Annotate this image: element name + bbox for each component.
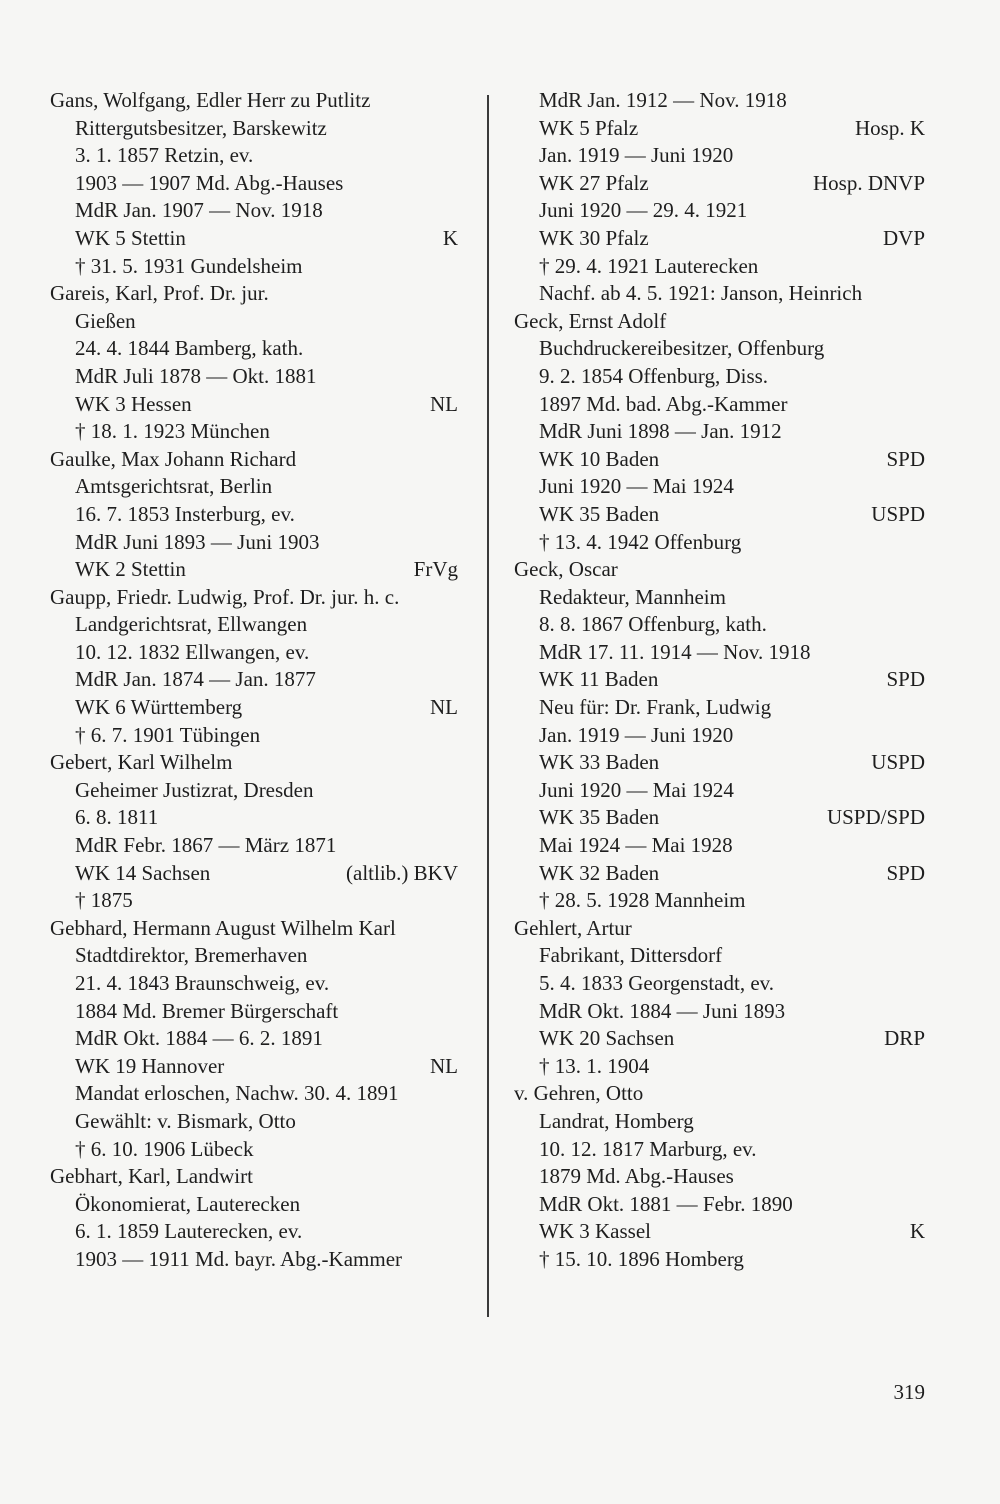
entry-name: [514, 915, 925, 943]
entry-line: [50, 1025, 458, 1053]
entry-line: [50, 694, 458, 722]
entry-line: [50, 170, 458, 198]
entry-line-text: Mandat erloschen, Nachw. 30. 4. 1891: [75, 1081, 399, 1106]
entry-line: [514, 584, 925, 612]
party-label: NL: [430, 391, 458, 416]
entry-name: [50, 915, 458, 943]
entry-line-text: 10. 12. 1832 Ellwangen, ev.: [75, 639, 310, 664]
entry-name-text: Gaupp, Friedr. Ludwig, Prof. Dr. jur. h. c.: [50, 584, 400, 609]
biography-entry: [50, 1163, 458, 1273]
entry-line: [50, 363, 458, 391]
entry-line-text: WK 14 Sachsen: [75, 860, 211, 885]
entry-line-text: WK 11 Baden: [539, 667, 659, 692]
entry-line: [50, 970, 458, 998]
entry-line-text: Geheimer Justizrat, Dresden: [75, 777, 314, 802]
entry-line: [50, 887, 458, 915]
entry-line-text: WK 5 Pfalz: [539, 115, 639, 140]
entry-line-text: 8. 8. 1867 Offenburg, kath.: [539, 612, 767, 637]
entry-line: [50, 529, 458, 557]
entry-line-text: WK 3 Hessen: [75, 391, 192, 416]
entry-line-text: MdR Jan. 1907 — Nov. 1918: [75, 198, 323, 223]
entry-name: [50, 87, 458, 115]
party-label: (altlib.) BKV: [346, 860, 458, 885]
entry-line: [514, 280, 925, 308]
entry-line: [50, 556, 458, 584]
entry-line-text: 1879 Md. Abg.-Hauses: [539, 1164, 734, 1189]
entry-line: [514, 1218, 925, 1246]
entry-name-text: Gareis, Karl, Prof. Dr. jur.: [50, 281, 269, 306]
biography-entry: [50, 87, 458, 280]
entry-line-text: Juni 1920 — Mai 1924: [539, 777, 734, 802]
entry-line: [50, 611, 458, 639]
entry-line-text: Landgerichtsrat, Ellwangen: [75, 612, 308, 637]
entry-line-text: MdR 17. 11. 1914 — Nov. 1918: [539, 639, 811, 664]
entry-line: [50, 142, 458, 170]
entry-line: [514, 1191, 925, 1219]
biography-entry: [514, 1080, 925, 1273]
biography-entry: [514, 915, 925, 1081]
entry-name-text: Gaulke, Max Johann Richard: [50, 446, 297, 471]
entry-line: [50, 115, 458, 143]
entry-line: [514, 887, 925, 915]
entry-line: [50, 1191, 458, 1219]
left-column: [50, 87, 458, 1274]
entry-line-text: Buchdruckereibesitzer, Offenburg: [539, 336, 825, 361]
page-number: 319: [893, 1380, 925, 1404]
entry-line: [50, 666, 458, 694]
entry-line-text: WK 2 Stettin: [75, 557, 186, 582]
entry-line: [514, 722, 925, 750]
entry-line: [50, 197, 458, 225]
entry-line-text: WK 30 Pfalz: [539, 225, 649, 250]
entry-line-text: Mai 1924 — Mai 1928: [539, 833, 733, 858]
entry-line: [50, 777, 458, 805]
entry-line: [514, 473, 925, 501]
biography-entry: [50, 446, 458, 584]
entry-name-text: Gans, Wolfgang, Edler Herr zu Putlitz: [50, 88, 371, 112]
entry-line-text: Juni 1920 — Mai 1924: [539, 474, 734, 499]
entry-line: [514, 666, 925, 694]
entry-line: [514, 611, 925, 639]
entry-line-text: Rittergutsbesitzer, Barskewitz: [75, 115, 327, 140]
entry-line: [514, 501, 925, 529]
entry-line-text: † 6. 10. 1906 Lübeck: [75, 1136, 254, 1161]
entry-line: [514, 391, 925, 419]
right-column: [514, 87, 925, 1274]
entry-line-text: MdR Febr. 1867 — März 1871: [75, 833, 337, 858]
entry-line: [514, 446, 925, 474]
entry-line: [514, 142, 925, 170]
entry-name-text: Gebhart, Karl, Landwirt: [50, 1164, 253, 1189]
entry-line-text: Ökonomierat, Lauterecken: [75, 1191, 301, 1216]
entry-line-text: † 31. 5. 1931 Gundelsheim: [75, 253, 303, 278]
entry-line-text: MdR Okt. 1884 — 6. 2. 1891: [75, 1026, 323, 1051]
entry-line-text: 24. 4. 1844 Bamberg, kath.: [75, 336, 304, 361]
entry-line: [50, 418, 458, 446]
column-divider: [487, 95, 489, 1317]
entry-line-text: † 13. 1. 1904: [539, 1053, 650, 1078]
entry-line: [50, 1108, 458, 1136]
entry-name: [50, 446, 458, 474]
biography-entry: [514, 87, 925, 308]
party-label: NL: [430, 1053, 458, 1078]
entry-line: [514, 87, 925, 115]
entry-line-text: Landrat, Homberg: [539, 1108, 694, 1133]
entry-line: [514, 170, 925, 198]
biography-entry: [50, 915, 458, 1163]
entry-line-text: Nachf. ab 4. 5. 1921: Janson, Heinrich: [539, 281, 863, 306]
party-label: DRP: [884, 1026, 925, 1051]
entry-line: [50, 501, 458, 529]
entry-name-text: Gehlert, Artur: [514, 915, 632, 940]
entry-line-text: Stadtdirektor, Bremerhaven: [75, 943, 308, 968]
entry-line: [514, 749, 925, 777]
entry-line-text: 1903 — 1911 Md. bayr. Abg.-Kammer: [75, 1246, 403, 1271]
entry-line: [50, 804, 458, 832]
entry-line-text: WK 3 Kassel: [539, 1219, 651, 1244]
entry-line: [514, 1025, 925, 1053]
entry-line: [50, 1136, 458, 1164]
entry-line-text: Redakteur, Mannheim: [539, 584, 726, 609]
entry-line-text: WK 20 Sachsen: [539, 1026, 675, 1051]
entry-name: [514, 1080, 925, 1108]
entry-line-text: † 15. 10. 1896 Homberg: [539, 1246, 744, 1271]
entry-line: [50, 1080, 458, 1108]
entry-line: [50, 225, 458, 253]
entry-line: [50, 473, 458, 501]
entry-line-text: 21. 4. 1843 Braunschweig, ev.: [75, 971, 330, 995]
entry-line-text: 6. 1. 1859 Lauterecken, ev.: [75, 1219, 303, 1244]
entry-name: [50, 1163, 458, 1191]
entry-line-text: 1884 Md. Bremer Bürgerschaft: [75, 998, 339, 1023]
entry-line-text: WK 32 Baden: [539, 860, 660, 885]
entry-line: [50, 253, 458, 281]
entry-line: [514, 1136, 925, 1164]
entry-line: [50, 832, 458, 860]
entry-line-text: MdR Jan. 1912 — Nov. 1918: [539, 88, 787, 112]
entry-line: [50, 335, 458, 363]
entry-line: [514, 197, 925, 225]
entry-line: [50, 942, 458, 970]
entry-line: [514, 998, 925, 1026]
party-label: K: [442, 225, 458, 250]
party-label: NL: [430, 695, 458, 720]
entry-line-text: MdR Juli 1878 — Okt. 1881: [75, 363, 317, 388]
entry-line-text: 1897 Md. bad. Abg.-Kammer: [539, 391, 788, 416]
entry-line-text: † 28. 5. 1928 Mannheim: [539, 888, 746, 913]
entry-line: [514, 253, 925, 281]
entry-line-text: WK 35 Baden: [539, 805, 660, 830]
entry-name: [50, 584, 458, 612]
entry-line-text: MdR Okt. 1884 — Juni 1893: [539, 998, 786, 1023]
biography-entry: [50, 280, 458, 446]
entry-line-text: Amtsgerichtsrat, Berlin: [75, 474, 273, 499]
entry-line: [50, 1246, 458, 1274]
entry-name: [50, 749, 458, 777]
entry-line-text: WK 5 Stettin: [75, 225, 186, 250]
biography-entry: [514, 308, 925, 556]
entry-line: [514, 335, 925, 363]
biography-entry: [50, 584, 458, 750]
party-label: USPD: [871, 501, 925, 526]
entry-line-text: 3. 1. 1857 Retzin, ev.: [75, 143, 254, 168]
entry-line-text: WK 27 Pfalz: [539, 170, 649, 195]
entry-line-text: † 13. 4. 1942 Offenburg: [539, 529, 742, 554]
entry-line-text: WK 6 Württemberg: [75, 695, 243, 720]
party-label: FrVg: [413, 557, 458, 582]
entry-line: [50, 1053, 458, 1081]
entry-line-text: 9. 2. 1854 Offenburg, Diss.: [539, 363, 769, 388]
entry-line: [50, 639, 458, 667]
entry-name-text: Gebert, Karl Wilhelm: [50, 750, 233, 775]
biography-entry: [50, 749, 458, 915]
entry-line: [50, 722, 458, 750]
entry-line: [514, 942, 925, 970]
party-label: USPD/SPD: [826, 805, 925, 830]
entry-line: [514, 225, 925, 253]
entry-line: [514, 804, 925, 832]
entry-line-text: 10. 12. 1817 Marburg, ev.: [539, 1136, 757, 1161]
entry-line-text: MdR Okt. 1881 — Febr. 1890: [539, 1191, 793, 1216]
entry-name: [50, 280, 458, 308]
entry-line-text: † 29. 4. 1921 Lauterecken: [539, 253, 759, 278]
entry-name-text: Geck, Oscar: [514, 557, 618, 582]
entry-line: [514, 832, 925, 860]
biography-entry: [514, 556, 925, 915]
entry-line-text: Gießen: [75, 308, 136, 333]
entry-name-text: Gebhard, Hermann August Wilhelm Karl: [50, 915, 396, 940]
entry-line-text: 5. 4. 1833 Georgenstadt, ev.: [539, 971, 775, 995]
entry-line-text: WK 10 Baden: [539, 446, 660, 471]
entry-line: [514, 115, 925, 143]
entry-line: [514, 694, 925, 722]
entry-line: [514, 860, 925, 888]
party-label: SPD: [886, 667, 925, 692]
entry-line: [50, 860, 458, 888]
entry-line: [514, 1053, 925, 1081]
entry-line-text: 1903 — 1907 Md. Abg.-Hauses: [75, 170, 344, 195]
entry-line-text: Neu für: Dr. Frank, Ludwig: [539, 695, 772, 720]
entry-line: [514, 970, 925, 998]
entry-line: [514, 1246, 925, 1274]
entry-name: [514, 308, 925, 336]
entry-line-text: Juni 1920 — 29. 4. 1921: [539, 198, 748, 223]
entry-line: [514, 777, 925, 805]
entry-line-text: MdR Juni 1893 — Juni 1903: [75, 529, 320, 554]
entry-line: [514, 1163, 925, 1191]
entry-line-text: MdR Juni 1898 — Jan. 1912: [539, 419, 782, 444]
entry-line-text: 6. 8. 1811: [75, 805, 159, 830]
entry-line-text: † 18. 1. 1923 München: [75, 419, 270, 444]
entry-line-text: Gewählt: v. Bismark, Otto: [75, 1108, 296, 1133]
entry-line-text: WK 33 Baden: [539, 750, 660, 775]
entry-name-text: Geck, Ernst Adolf: [514, 308, 667, 333]
entry-line: [50, 391, 458, 419]
entry-line-text: WK 35 Baden: [539, 501, 660, 526]
entry-line-text: MdR Jan. 1874 — Jan. 1877: [75, 667, 316, 692]
party-label: DVP: [882, 225, 925, 250]
entry-line-text: Jan. 1919 — Juni 1920: [539, 722, 734, 747]
entry-line: [50, 308, 458, 336]
entry-line: [514, 363, 925, 391]
entry-line-text: Fabrikant, Dittersdorf: [539, 943, 723, 968]
entry-line-text: Jan. 1919 — Juni 1920: [539, 143, 734, 168]
entry-line: [514, 1108, 925, 1136]
entry-line: [514, 529, 925, 557]
party-label: SPD: [886, 446, 925, 471]
entry-line: [514, 418, 925, 446]
party-label: Hosp. K: [854, 115, 925, 140]
party-label: Hosp. DNVP: [812, 170, 925, 195]
entry-line-text: † 1875: [75, 888, 133, 913]
party-label: K: [909, 1219, 925, 1244]
entry-line: [50, 1218, 458, 1246]
entry-line-text: 16. 7. 1853 Insterburg, ev.: [75, 501, 295, 526]
entry-line-text: † 6. 7. 1901 Tübingen: [75, 722, 261, 747]
party-label: SPD: [886, 860, 925, 885]
entry-name-text: v. Gehren, Otto: [514, 1081, 644, 1106]
entry-line: [514, 639, 925, 667]
party-label: USPD: [871, 750, 925, 775]
entry-line: [50, 998, 458, 1026]
entry-line-text: WK 19 Hannover: [75, 1053, 225, 1078]
entry-name: [514, 556, 925, 584]
